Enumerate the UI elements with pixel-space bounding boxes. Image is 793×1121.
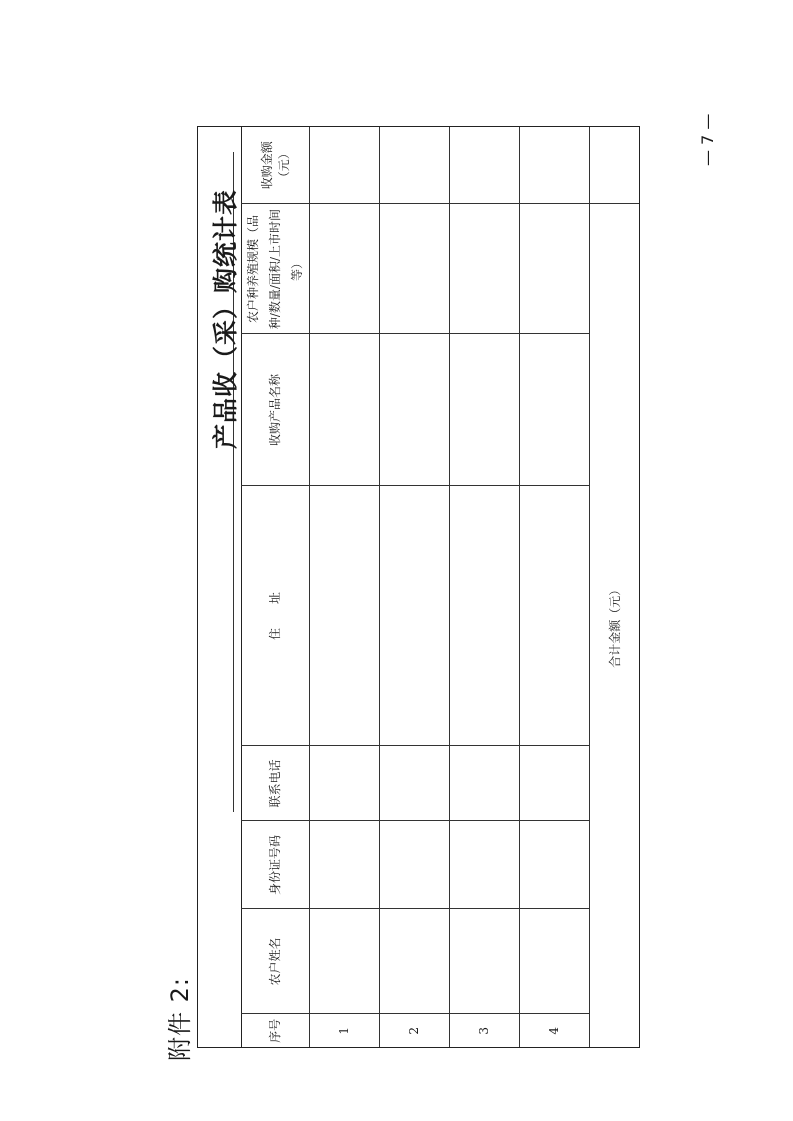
phone-cell <box>309 746 379 821</box>
header-cell-id-number: 身份证号码 <box>241 821 309 909</box>
row-index-cell: 3 <box>449 1014 519 1047</box>
id-number-cell <box>449 821 519 909</box>
scale-cell <box>309 204 379 334</box>
phone-cell <box>519 746 589 821</box>
scale-cell <box>379 204 449 334</box>
product-cell <box>519 334 589 486</box>
data-grid <box>241 127 639 1047</box>
amount-cell <box>449 127 519 204</box>
attachment-label: 附件 2: <box>166 977 194 1061</box>
amount-cell <box>379 127 449 204</box>
header-cell-amount: 收购金额（元） <box>241 127 309 204</box>
amount-cell <box>519 127 589 204</box>
header-cell-product: 收购产品名称 <box>241 334 309 486</box>
header-cell-name: 农户姓名 <box>241 909 309 1014</box>
table-title-row <box>198 127 242 1047</box>
address-cell <box>449 486 519 746</box>
total-label-cell <box>589 204 639 1047</box>
header-cell-address: 住 址 <box>241 486 309 746</box>
row-index-cell: 2 <box>379 1014 449 1047</box>
address-cell <box>519 486 589 746</box>
table-row <box>449 127 519 1047</box>
id-number-cell <box>379 821 449 909</box>
id-number-cell <box>309 821 379 909</box>
product-cell <box>449 334 519 486</box>
address-cell <box>309 486 379 746</box>
header-row <box>241 127 309 1047</box>
address-cell <box>379 486 449 746</box>
header-cell-scale: 农户种养殖规模（品种/数量/面积/上市时间等） <box>241 204 309 334</box>
scale-cell <box>519 204 589 334</box>
name-cell <box>449 909 519 1014</box>
total-label: 合计金额（元） <box>607 583 622 668</box>
amount-cell <box>309 127 379 204</box>
product-cell <box>379 334 449 486</box>
product-cell <box>309 334 379 486</box>
purchase-statistics-table <box>197 126 640 1048</box>
scale-cell <box>449 204 519 334</box>
phone-cell <box>449 746 519 821</box>
table-row <box>309 127 379 1047</box>
table-row <box>379 127 449 1047</box>
name-cell <box>309 909 379 1014</box>
name-cell <box>379 909 449 1014</box>
name-cell <box>519 909 589 1014</box>
total-value-cell <box>589 127 639 204</box>
table-row <box>519 127 589 1047</box>
header-cell-index: 序号 <box>241 1014 309 1047</box>
phone-cell <box>379 746 449 821</box>
id-number-cell <box>519 821 589 909</box>
header-cell-phone: 联系电话 <box>241 746 309 821</box>
row-index-cell: 1 <box>309 1014 379 1047</box>
page-number: — 7 — <box>698 113 717 166</box>
row-index-cell: 4 <box>519 1014 589 1047</box>
table-title: 产品收（采）购统计表 <box>211 188 240 449</box>
total-row <box>589 127 639 1047</box>
